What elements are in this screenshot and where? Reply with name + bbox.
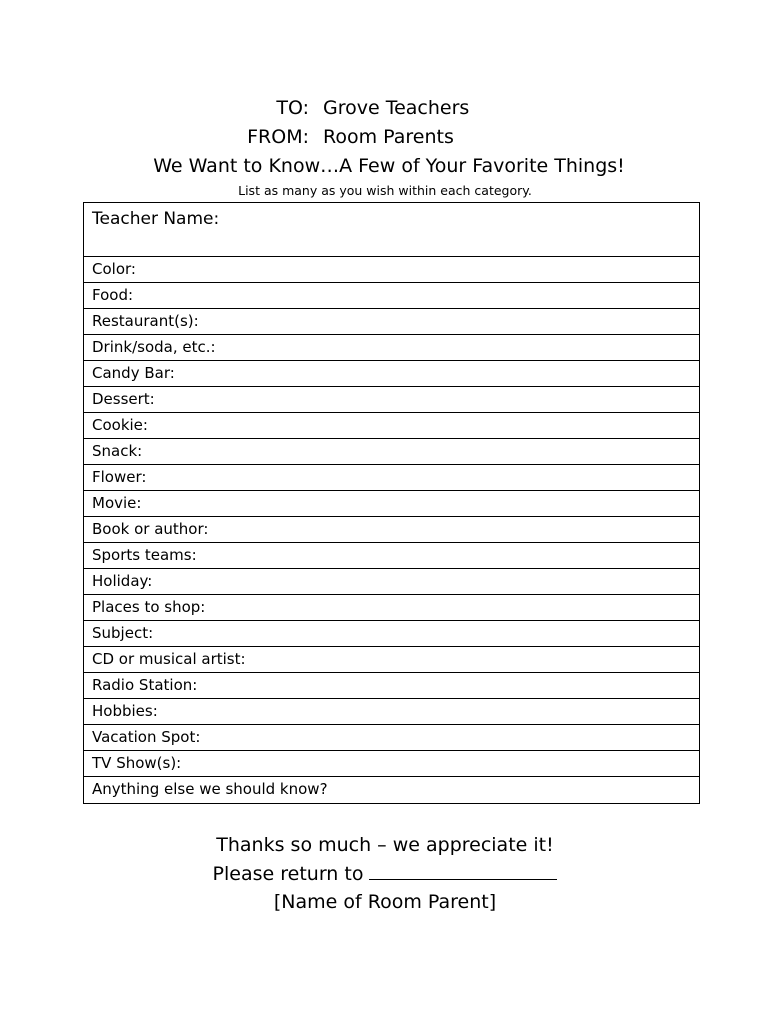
category-row-book (84, 517, 699, 543)
category-row-radio-station (84, 673, 699, 699)
to-label: TO: (276, 97, 309, 119)
category-row-movie (84, 491, 699, 517)
category-row-tv-shows (84, 751, 699, 777)
room-parent-placeholder: [Name of Room Parent] (273, 891, 497, 913)
category-row-hobbies (84, 699, 699, 725)
category-label: Places to shop: (92, 598, 206, 616)
category-label: Flower: (92, 468, 147, 486)
category-label: Food: (92, 286, 134, 304)
category-row-sports-teams (84, 543, 699, 569)
return-line (0, 864, 770, 884)
category-label: Anything else we should know? (92, 780, 328, 798)
from-value: Room Parents (323, 126, 454, 148)
category-row-snack (84, 439, 699, 465)
category-label: Vacation Spot: (92, 728, 201, 746)
category-label: Sports teams: (92, 546, 197, 564)
favorites-form-table (83, 202, 700, 804)
category-row-subject (84, 621, 699, 647)
category-label: Radio Station: (92, 676, 198, 694)
category-row-restaurants (84, 309, 699, 335)
category-row-holiday (84, 569, 699, 595)
category-label: Hobbies: (92, 702, 158, 720)
category-label: Book or author: (92, 520, 209, 538)
category-row-cookie (84, 413, 699, 439)
category-label: Cookie: (92, 416, 148, 434)
category-row-musical-artist (84, 647, 699, 673)
thanks-message: Thanks so much – we appreciate it! (216, 834, 554, 856)
category-label: Subject: (92, 624, 154, 642)
return-label: Please return to (212, 863, 364, 885)
category-label: Dessert: (92, 390, 155, 408)
category-label: Holiday: (92, 572, 153, 590)
category-row-drink (84, 335, 699, 361)
category-label: Drink/soda, etc.: (92, 338, 216, 356)
category-row-places-to-shop (84, 595, 699, 621)
from-label: FROM: (247, 126, 309, 148)
teacher-name-row (84, 203, 699, 257)
category-row-candy-bar (84, 361, 699, 387)
category-row-flower (84, 465, 699, 491)
category-row-color (84, 257, 699, 283)
teacher-name-label: Teacher Name: (92, 209, 220, 229)
category-row-anything-else (84, 777, 699, 803)
to-value: Grove Teachers (323, 97, 470, 119)
category-label: Movie: (92, 494, 142, 512)
category-label: Snack: (92, 442, 143, 460)
instructions-text: List as many as you wish within each category. (238, 183, 532, 198)
category-label: Restaurant(s): (92, 312, 199, 330)
category-row-food (84, 283, 699, 309)
category-row-dessert (84, 387, 699, 413)
return-blank-line (369, 864, 557, 880)
category-label: CD or musical artist: (92, 650, 246, 668)
page-title: We Want to Know…A Few of Your Favorite Things! (153, 155, 625, 177)
category-label: TV Show(s): (92, 754, 182, 772)
category-row-vacation-spot (84, 725, 699, 751)
category-label: Color: (92, 260, 136, 278)
category-label: Candy Bar: (92, 364, 175, 382)
